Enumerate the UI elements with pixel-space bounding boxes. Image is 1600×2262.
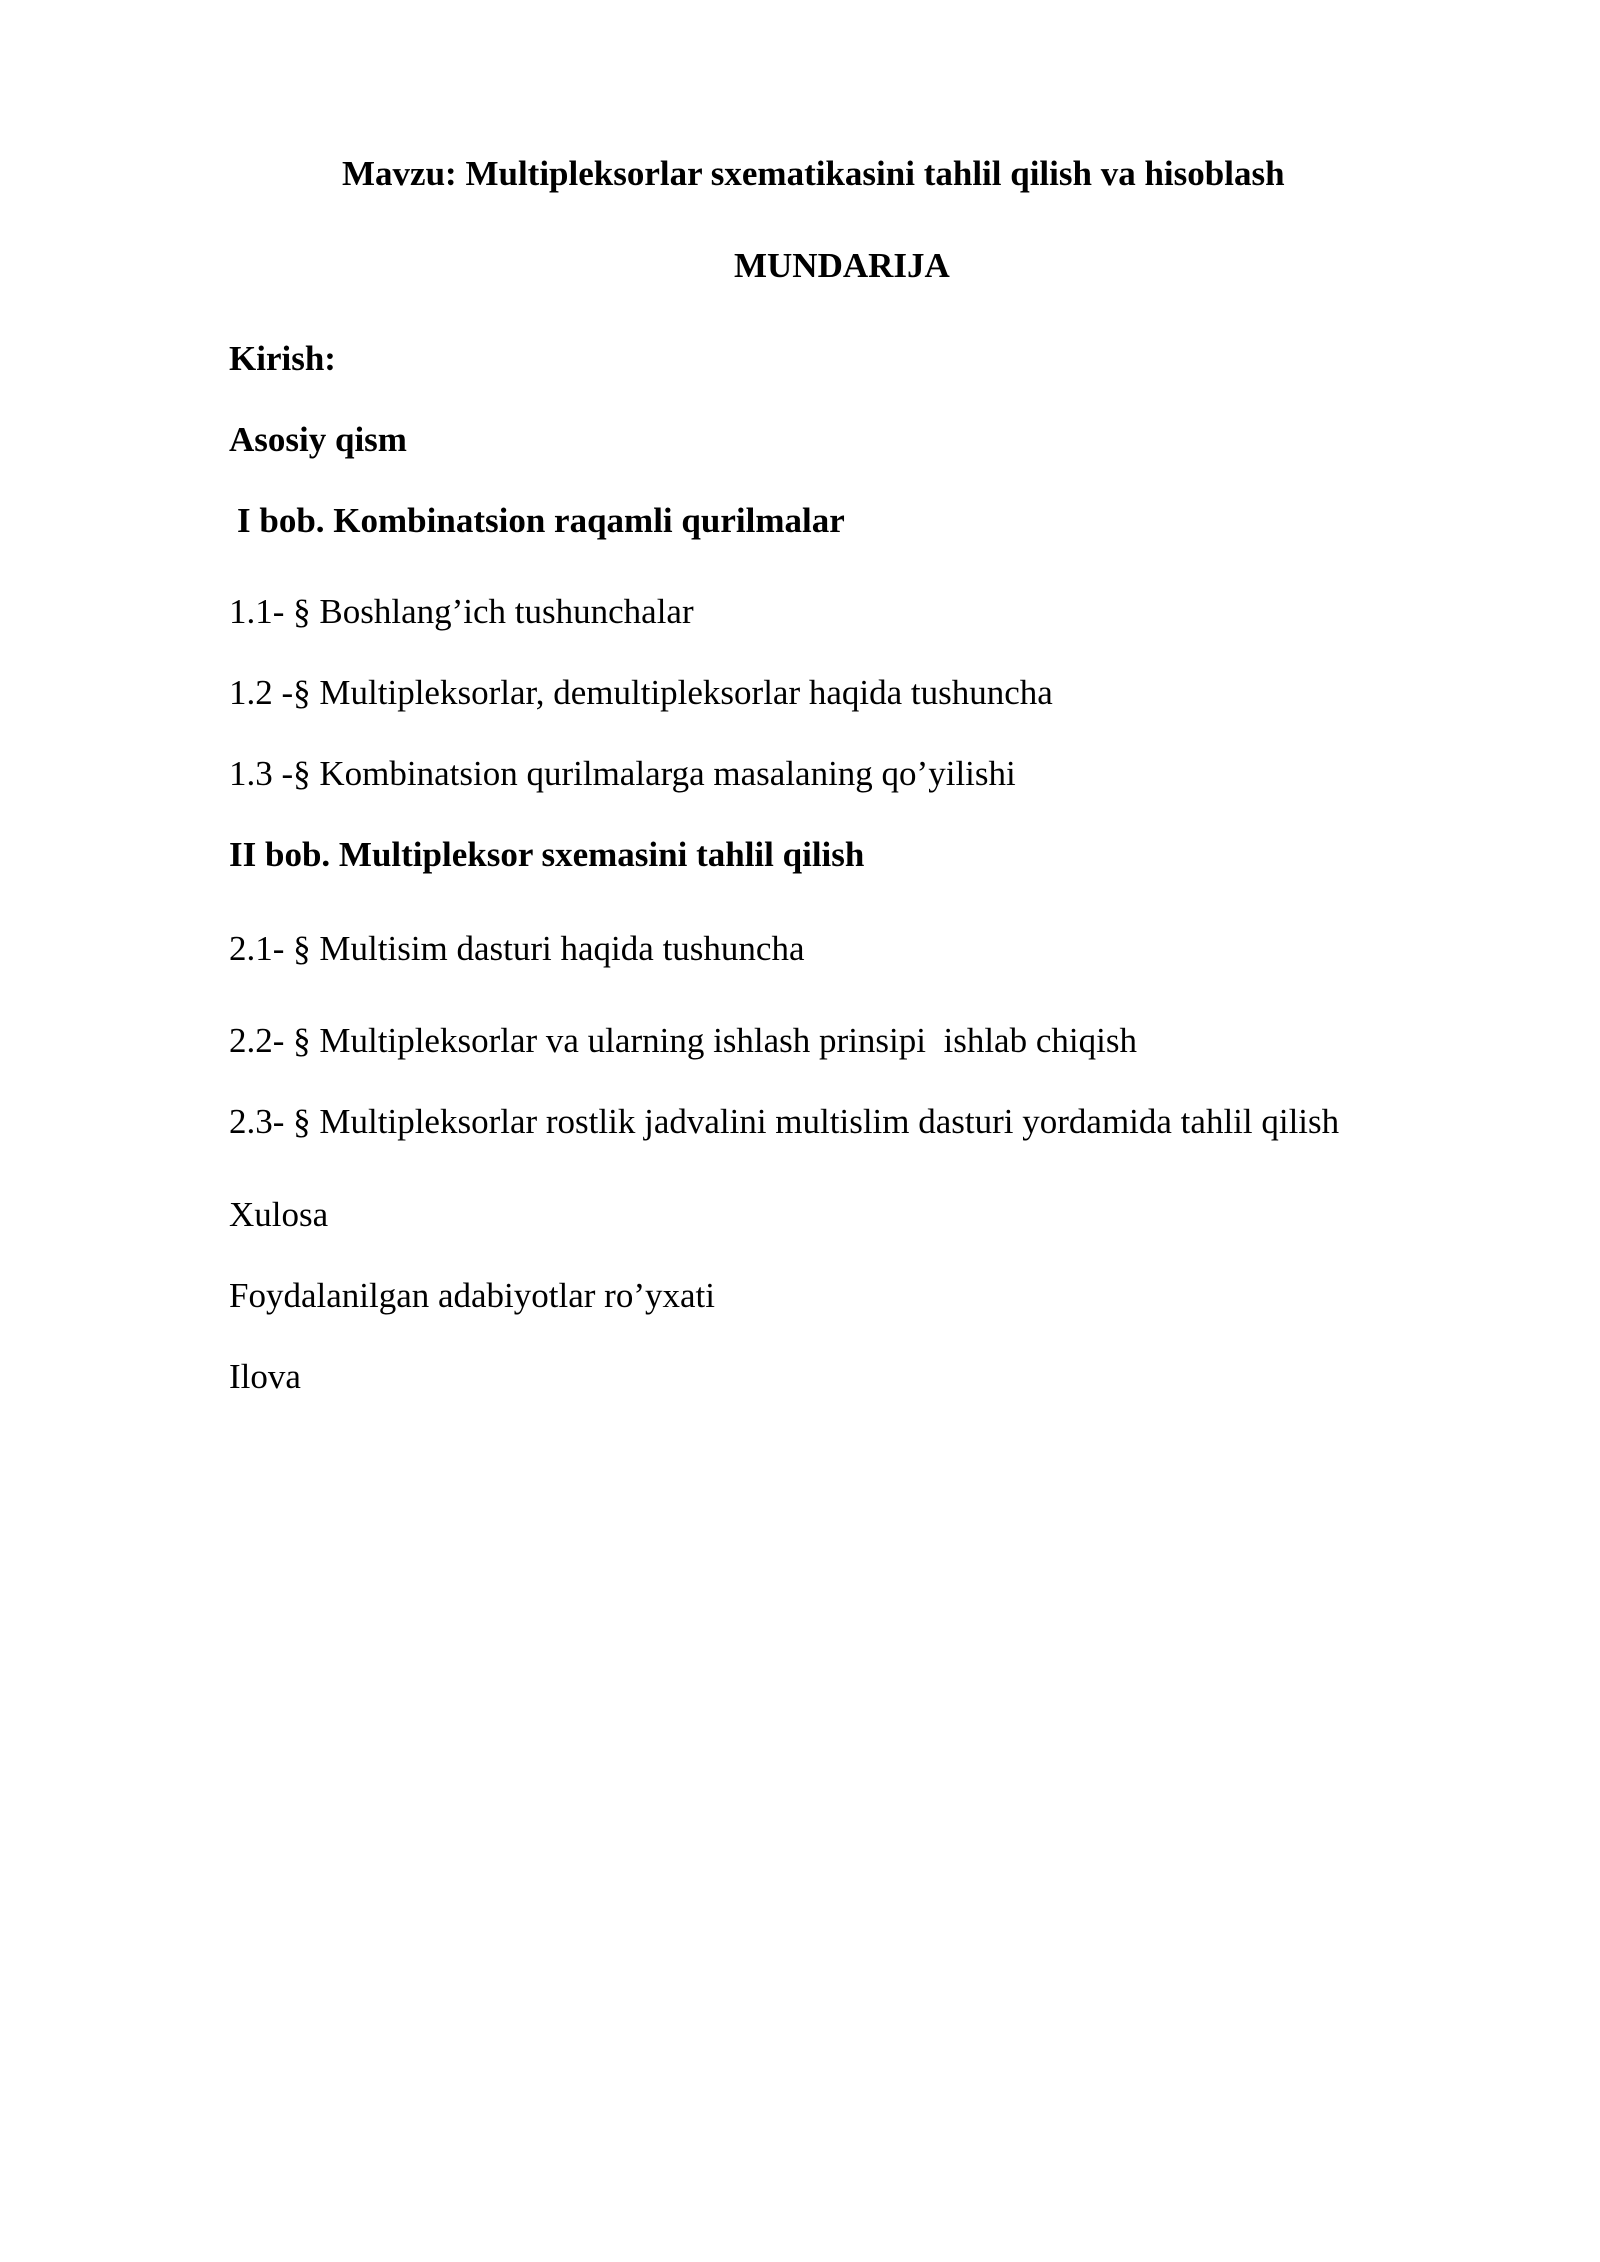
toc-section-2-3: 2.3- § Multipleksorlar rostlik jadvalini multislim dasturi yordamida tahlil qilish <box>229 1102 1340 1141</box>
toc-appendix: Ilova <box>229 1357 301 1396</box>
toc-section-1-3: 1.3 -§ Kombinatsion qurilmalarga masalaning qo’yilishi <box>229 754 1016 793</box>
toc-section-1-2: 1.2 -§ Multipleksorlar, demultipleksorlar haqida tushuncha <box>229 673 1053 712</box>
toc-section-2-1: 2.1- § Multisim dasturi haqida tushuncha <box>229 929 805 968</box>
toc-main-part: Asosiy qism <box>229 420 407 459</box>
document-title: Mavzu: Multipleksorlar sxematikasini tahlil qilish va hisoblash <box>342 154 1285 193</box>
toc-conclusion: Xulosa <box>229 1195 329 1234</box>
toc-heading: MUNDARIJA <box>734 246 950 285</box>
toc-chapter-1: I bob. Kombinatsion raqamli qurilmalar <box>237 501 845 540</box>
toc-section-1-1: 1.1- § Boshlang’ich tushunchalar <box>229 592 694 631</box>
toc-chapter-2: II bob. Multipleksor sxemasini tahlil qilish <box>229 835 865 874</box>
toc-introduction: Kirish: <box>229 339 336 378</box>
toc-section-2-2: 2.2- § Multipleksorlar va ularning ishlash prinsipi ishlab chiqish <box>229 1021 1137 1060</box>
toc-references: Foydalanilgan adabiyotlar ro’yxati <box>229 1276 715 1315</box>
